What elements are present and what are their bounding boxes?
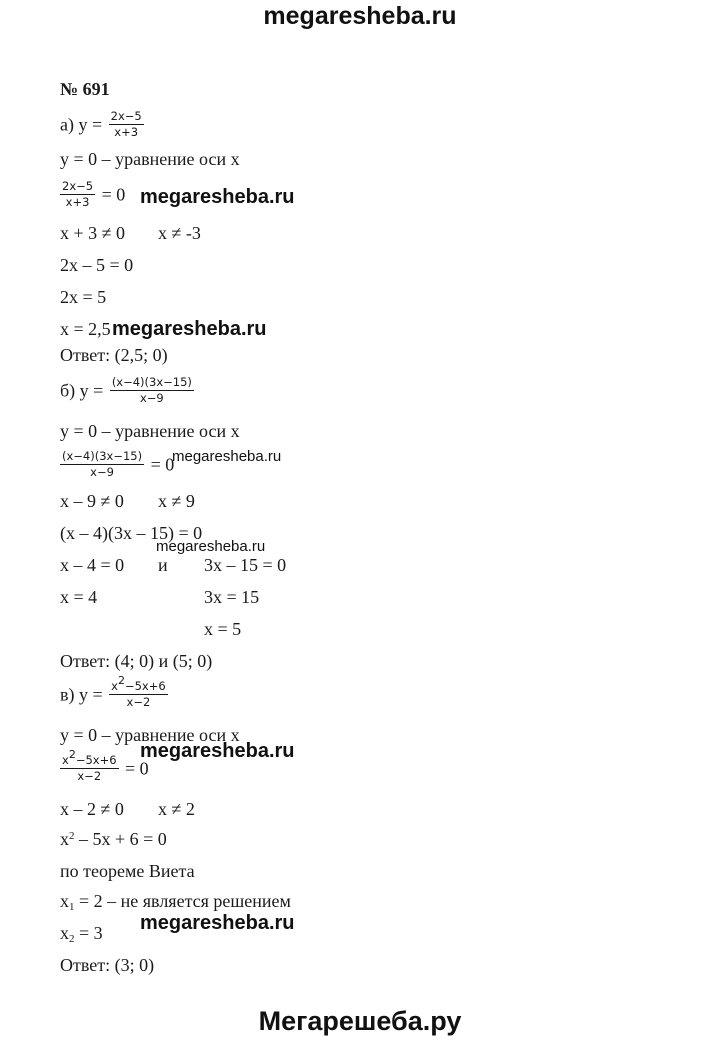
part-b-step: 3x = 15: [204, 587, 260, 607]
equals-zero: = 0: [150, 454, 175, 475]
fraction-denominator: x+3: [114, 125, 139, 139]
site-header: megaresheba.ru: [263, 2, 457, 30]
part-b-step: x – 4 = 0: [60, 555, 125, 575]
part-b-function: [60, 375, 196, 407]
part-b-restriction: x ≠ 9: [158, 491, 195, 511]
part-c-eq-fraction: [60, 748, 119, 783]
fraction-denominator: x−2: [126, 695, 151, 709]
part-c-root-2: $x_2 = 3$: [60, 923, 103, 945]
part-a-label: а) y =: [60, 114, 103, 135]
fraction-numerator: 2x−5: [62, 179, 94, 193]
part-b-step: x = 4: [60, 587, 98, 607]
part-a-restriction: x ≠ -3: [158, 223, 201, 243]
fraction-numerator: $x^2-5x+6$: [62, 748, 117, 767]
fraction-numerator: (x−4)(3x−15): [62, 449, 143, 463]
watermark: megaresheba.ru: [156, 538, 266, 555]
part-c-fraction: [109, 674, 168, 709]
fraction-numerator: $x^2-5x+6$: [111, 674, 166, 693]
part-b-label: б) y =: [60, 380, 104, 401]
watermark: megaresheba.ru: [140, 186, 295, 208]
equals-zero: = 0: [125, 758, 149, 779]
part-b-step: (x – 4)(3x – 15) = 0: [60, 523, 203, 543]
fraction-denominator: x−9: [90, 465, 114, 479]
part-a-step: x = 2,5: [60, 319, 111, 339]
fraction-denominator: x+3: [65, 195, 90, 209]
problem-number: № 691: [60, 79, 110, 99]
part-b-step: x = 5: [204, 619, 242, 639]
watermark: megaresheba.ru: [140, 740, 295, 762]
part-c-answer: Ответ: (3; 0): [60, 955, 155, 975]
part-b-eq-fraction: [60, 450, 144, 479]
part-c-root-1: $x_1 = 2$ – не является решением: [60, 891, 291, 913]
fraction-denominator: x−2: [77, 769, 102, 783]
part-b-answer: Ответ: (4; 0) и (5; 0): [60, 651, 213, 671]
watermark: megaresheba.ru: [112, 318, 267, 340]
part-a-fraction: [109, 110, 144, 139]
equals-zero: = 0: [101, 184, 126, 205]
fraction-denominator: x−9: [139, 391, 164, 405]
conjunction: и: [158, 555, 168, 575]
part-c-function: [60, 674, 170, 711]
watermark: megaresheba.ru: [172, 448, 282, 465]
part-c-label: в) y =: [60, 684, 103, 705]
part-a-eq-fraction: [60, 180, 95, 209]
part-c-vieta: по теореме Виета: [60, 861, 195, 881]
site-footer: Мегарешеба.ру: [258, 1006, 462, 1036]
watermark: megaresheba.ru: [140, 912, 295, 934]
part-c-condition: x – 2 ≠ 0: [60, 799, 124, 819]
part-c-equation: [60, 748, 149, 785]
part-a-function: [60, 109, 146, 141]
part-c-quadratic: $x^2 - 5x + 6 = 0$: [60, 829, 167, 849]
part-b-fraction: [110, 376, 194, 405]
part-b-equation: [60, 449, 175, 481]
part-a-equation: [60, 179, 126, 211]
part-b-condition: x – 9 ≠ 0: [60, 491, 124, 511]
part-a-step: 2x – 5 = 0: [60, 255, 134, 275]
part-a-answer: Ответ: (2,5; 0): [60, 345, 168, 365]
fraction-numerator: (x−4)(3x−15): [111, 375, 192, 389]
part-b-axis-line: y = 0 – уравнение оси x: [60, 421, 240, 441]
part-a-step: 2x = 5: [60, 287, 107, 307]
part-b-step: 3x – 15 = 0: [204, 555, 287, 575]
part-a-condition: x + 3 ≠ 0: [60, 223, 126, 243]
part-c-restriction: x ≠ 2: [158, 799, 195, 819]
fraction-numerator: 2x−5: [110, 109, 142, 123]
part-a-axis-line: y = 0 – уравнение оси x: [60, 149, 240, 169]
part-c-axis-line: y = 0 – уравнение оси x: [60, 725, 240, 745]
